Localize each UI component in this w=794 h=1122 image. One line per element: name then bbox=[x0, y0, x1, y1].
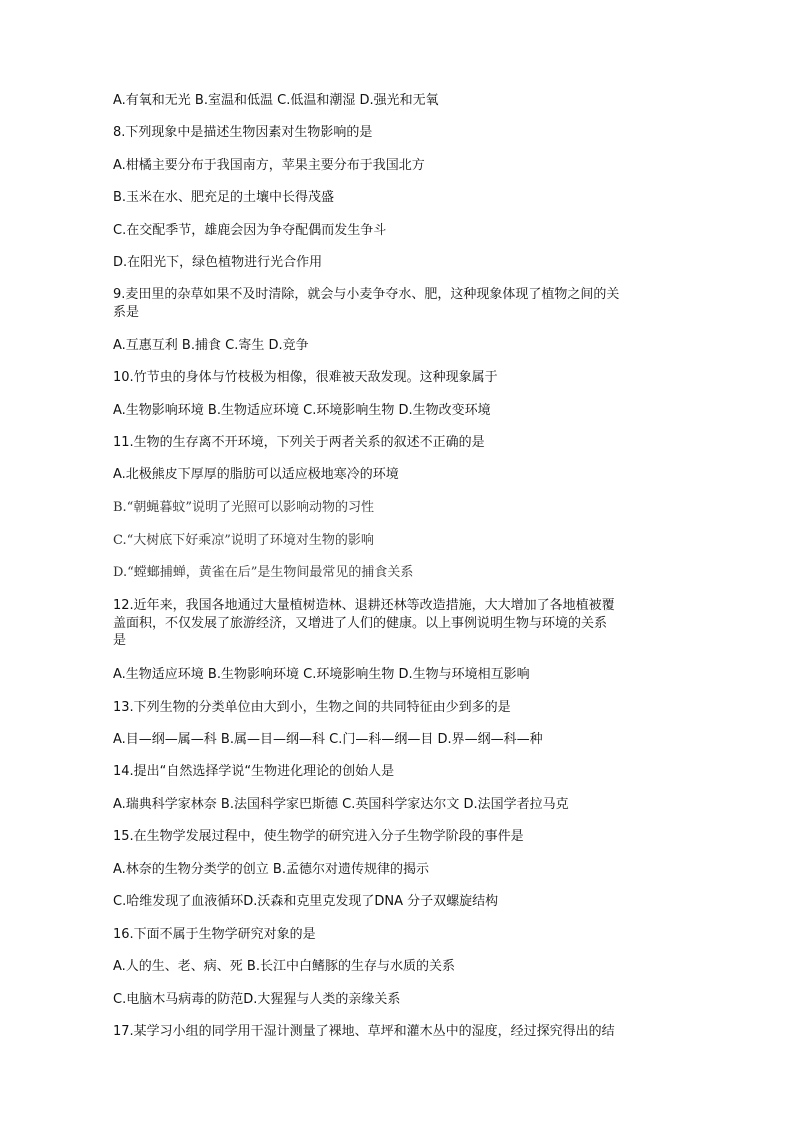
option-8d: D.在阳光下，绿色植物进行光合作用 bbox=[113, 255, 323, 270]
option-8a: A.柑橘主要分布于我国南方，苹果主要分布于我国北方 bbox=[113, 158, 425, 173]
option-11b: B.“朝蝇暮蚊”说明了光照可以影响动物的习性 bbox=[113, 500, 374, 515]
options-12: A.生物适应环境 B.生物影响环境 C.环境影响生物 D.生物与环境相互影响 bbox=[113, 667, 530, 682]
question-11: 11.生物的生存离不开环境，下列关于两者关系的叙述不正确的是 bbox=[113, 435, 485, 450]
options-16-cd: C.电脑木马病毒的防范D.大猩猩与人类的亲缘关系 bbox=[113, 992, 401, 1007]
question-9-line1: 9.麦田里的杂草如果不及时清除，就会与小麦争夺水、肥，这种现象体现了植物之间的关 bbox=[113, 287, 620, 302]
question-9-line2: 系是 bbox=[113, 305, 140, 320]
options-15-ab: A.林奈的生物分类学的创立 B.孟德尔对遗传规律的揭示 bbox=[113, 862, 429, 877]
options-15-cd: C.哈维发现了血液循环D.沃森和克里克发现了DNA 分子双螺旋结构 bbox=[113, 894, 499, 909]
question-10: 10.竹节虫的身体与竹枝极为相像，很难被天敌发现。这种现象属于 bbox=[113, 370, 498, 385]
option-8b: B.玉米在水、肥充足的土壤中长得茂盛 bbox=[113, 190, 335, 205]
question-15: 15.在生物学发展过程中，使生物学的研究进入分子生物学阶段的事件是 bbox=[113, 829, 524, 844]
question-13: 13.下列生物的分类单位由大到小，生物之间的共同特征由少到多的是 bbox=[113, 700, 511, 715]
question-12-line3: 是 bbox=[113, 633, 127, 648]
options-16-ab: A.人的生、老、病、死 B.长江中白鳍豚的生存与水质的关系 bbox=[113, 959, 455, 974]
question-8: 8.下列现象中是描述生物因素对生物影响的是 bbox=[113, 125, 373, 140]
options-9: A.互惠互利 B.捕食 C.寄生 D.竞争 bbox=[113, 338, 309, 353]
option-line-q7: A.有氧和无光 B.室温和低温 C.低温和潮湿 D.强光和无氧 bbox=[113, 93, 439, 108]
option-11a: A.北极熊皮下厚厚的脂肪可以适应极地寒冷的环境 bbox=[113, 467, 399, 482]
option-8c: C.在交配季节，雄鹿会因为争夺配偶而发生争斗 bbox=[113, 223, 387, 238]
option-11c: C.“大树底下好乘凉”说明了环境对生物的影响 bbox=[113, 533, 374, 548]
options-14: A.瑞典科学家林奈 B.法国科学家巴斯德 C.英国科学家达尔文 D.法国学者拉马克 bbox=[113, 797, 569, 812]
option-11d: D.“螳螂捕蝉，黄雀在后”是生物间最常见的捕食关系 bbox=[113, 565, 414, 580]
question-12-line2: 盖面积，不仅发展了旅游经济，又增进了人们的健康。以上事例说明生物与环境的关系 bbox=[113, 616, 608, 631]
options-13: A.目—纲—属—科 B.属—目—纲—科 C.门—科—纲—目 D.界—纲—科—种 bbox=[113, 732, 543, 747]
question-14: 14.提出“自然选择学说“生物进化理论的创始人是 bbox=[113, 764, 395, 779]
question-17: 17.某学习小组的同学用干湿计测量了裸地、草坪和灌木丛中的湿度，经过探究得出的结 bbox=[113, 1024, 615, 1039]
options-10: A.生物影响环境 B.生物适应环境 C.环境影响生物 D.生物改变环境 bbox=[113, 403, 491, 418]
question-16: 16.下面不属于生物学研究对象的是 bbox=[113, 927, 316, 942]
question-12-line1: 12.近年来，我国各地通过大量植树造林、退耕还林等改造措施，大大增加了各地植被覆 bbox=[113, 598, 615, 613]
